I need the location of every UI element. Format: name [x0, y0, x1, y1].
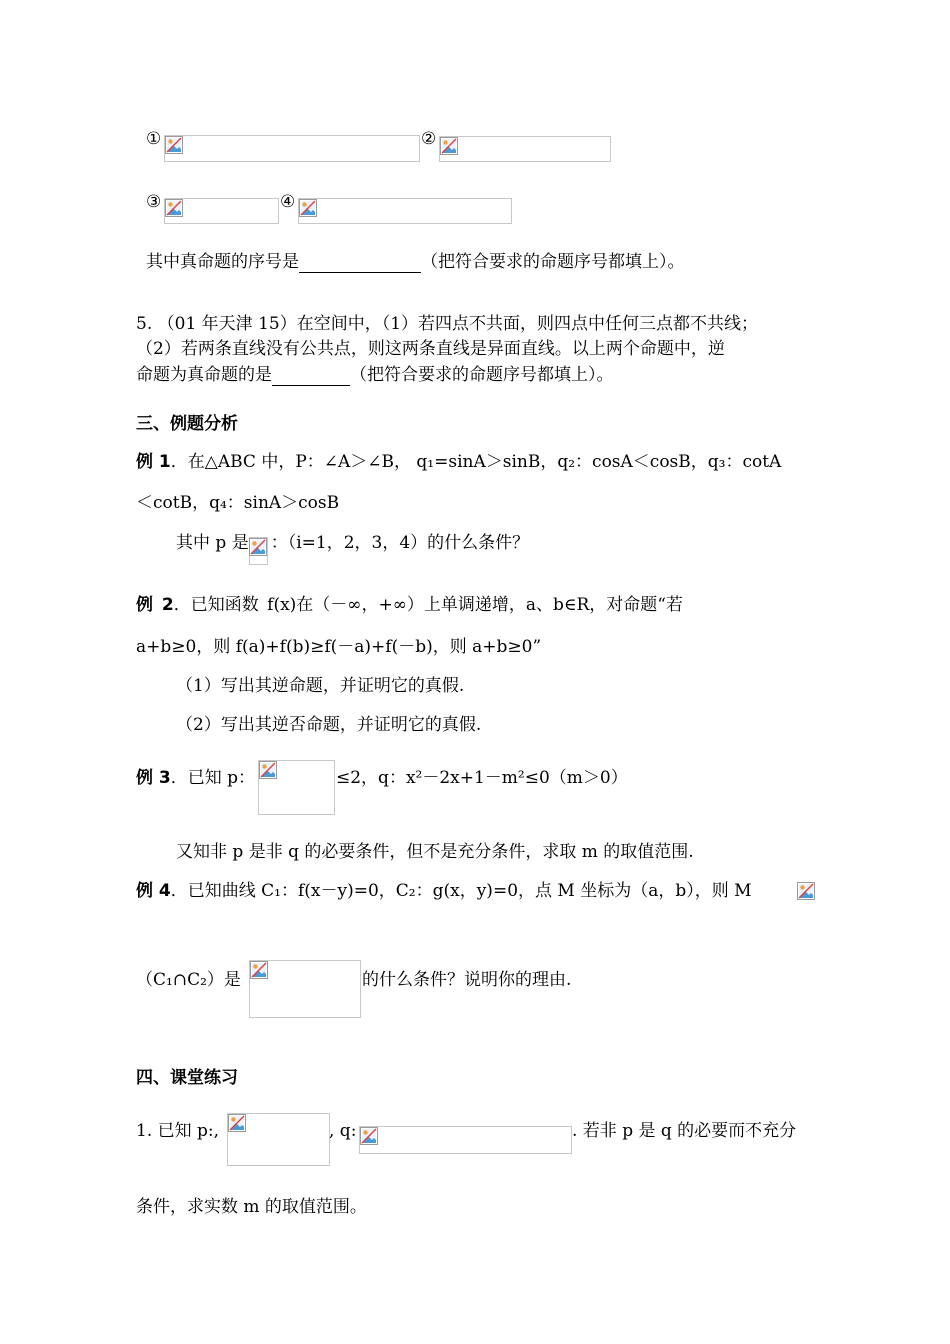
broken-image-icon: [360, 1127, 378, 1145]
q5-line2: （2）若两条直线没有公共点，则这两条直线是异面直线。以上两个命题中，逆: [136, 339, 725, 359]
ex2-line2: a+b≥0，则 f(a)+f(b)≥f(－a)+f(－b)，则 a+b≥0”: [136, 637, 542, 657]
ex1-line2: ＜cotB，q₄：sinA＞cosB: [136, 493, 340, 513]
ex1-line1: [136, 451, 781, 473]
ex2-text1: ．已知函数 f(x)在（－∞，+∞）上单调递增，a、b∈R，对命题“若: [173, 595, 683, 615]
answer-suffix: （把符合要求的命题序号都填上）。: [421, 252, 685, 272]
broken-image-icon: [259, 761, 277, 779]
figure-4-number: ④: [280, 192, 296, 212]
ex2-line1: [136, 594, 683, 616]
broken-image-icon: [249, 538, 267, 556]
q5-line3-prefix: 命题为真命题的是: [136, 365, 272, 385]
figure-4-placeholder: [298, 198, 512, 224]
practice-prefix: 1. 已知 p:,: [136, 1121, 220, 1141]
ex1-label: 例 1: [136, 452, 171, 472]
broken-image-icon: [165, 136, 183, 154]
figure-2-placeholder: [439, 136, 611, 162]
q5-line3: [136, 364, 614, 386]
figure-1-number: ①: [146, 129, 162, 149]
ex3-line1: [136, 767, 255, 789]
figure-2-number: ②: [421, 129, 437, 149]
ex3-label: 例 3: [136, 768, 171, 788]
ex3-suffix: ≤2，q：x²－2x+1－m²≤0（m＞0）: [336, 768, 628, 788]
broken-image-icon: [299, 199, 317, 217]
figure-3-number: ③: [146, 192, 162, 212]
ex4-line1: [136, 880, 752, 902]
answer-line: [146, 251, 685, 273]
ex3-prefix: ．已知 p：: [170, 768, 256, 788]
practice-mid: , q:: [329, 1121, 357, 1141]
ex4-label: 例 4: [136, 881, 171, 901]
ex2-sub1: （1）写出其逆命题，并证明它的真假.: [176, 676, 465, 696]
q5-blank: [272, 367, 350, 386]
ex4-line2-prefix: （C₁∩C₂）是: [136, 970, 241, 990]
ex2-label: 例 2: [136, 595, 174, 615]
practice-line2: 条件，求实数 m 的取值范围。: [136, 1197, 367, 1217]
section-4-title: 四、课堂练习: [136, 1068, 238, 1088]
ex4-line2-suffix: 的什么条件？说明你的理由.: [362, 970, 572, 990]
ex3-line2: 又知非 p 是非 q 的必要条件，但不是充分条件，求取 m 的取值范围.: [176, 842, 694, 862]
ex1-line3-suffix: ：（i=1，2，3，4）的什么条件？: [270, 533, 530, 553]
figure-1-placeholder: [164, 135, 420, 162]
broken-image-icon: [165, 199, 183, 217]
broken-image-icon: [797, 882, 815, 900]
ex4-text1: ．已知曲线 C₁：f(x－y)=0，C₂：g(x，y)=0，点 M 坐标为（a，b），则 M: [170, 881, 752, 901]
answer-prefix: 其中真命题的序号是: [146, 252, 299, 272]
broken-image-icon: [440, 137, 458, 155]
ex2-sub2: （2）写出其逆否命题，并证明它的真假.: [176, 715, 482, 735]
ex1-line3: [176, 532, 529, 554]
section-3-title: 三、例题分析: [136, 414, 238, 434]
q5-line1: 5. （01 年天津 15）在空间中，（1）若四点不共面，则四点中任何三点都不共线；: [136, 314, 759, 334]
broken-image-icon: [228, 1114, 246, 1132]
practice-suffix: . 若非 p 是 q 的必要而不充分: [572, 1121, 797, 1141]
ex1-text1: ．在△ABC 中，P：∠A＞∠B， q₁=sinA＞sinB，q₂：cosA＜cosB，q₃：cotA: [170, 452, 782, 472]
practice-q-placeholder: [359, 1126, 572, 1154]
ex1-line3-prefix: 其中 p 是: [176, 533, 249, 553]
answer-blank: [299, 254, 421, 273]
q5-line3-suffix: （把符合要求的命题序号都填上）。: [350, 365, 614, 385]
broken-image-icon: [250, 961, 268, 979]
